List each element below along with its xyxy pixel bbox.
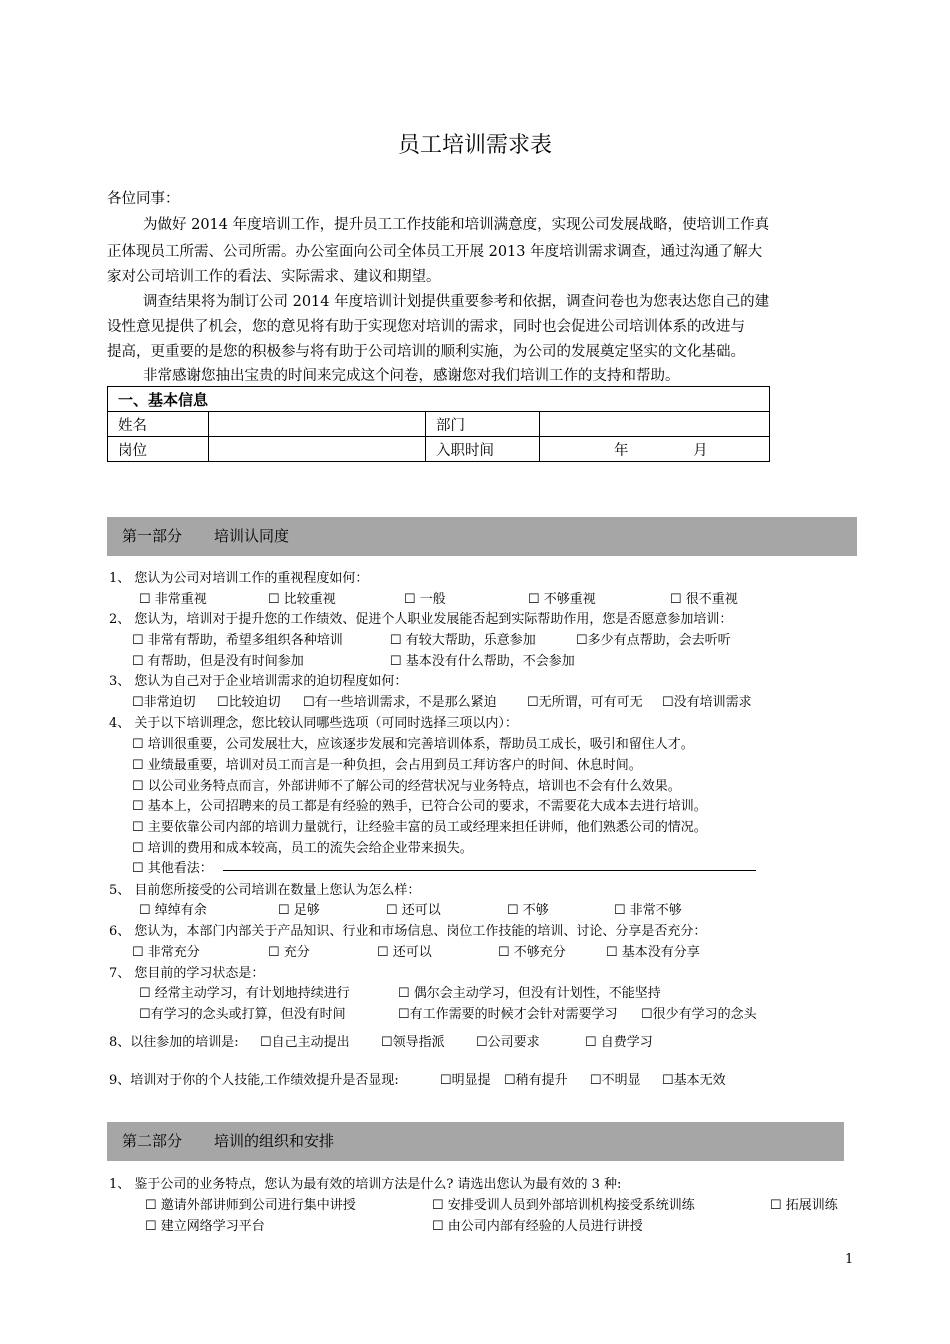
basic-info-table xyxy=(107,386,770,462)
s2q1-option[interactable]: ☐ 拓展训练 xyxy=(770,1198,838,1213)
q4-option[interactable]: ☐ 业绩最重要，培训对员工而言是一种负担，会占用到员工拜访客户的时间、休息时间。 xyxy=(132,758,642,773)
q6-option[interactable]: ☐ 非常充分 xyxy=(132,945,200,960)
q6-option[interactable]: ☐ 还可以 xyxy=(377,945,432,960)
q3-option[interactable]: ☐非常迫切 xyxy=(132,695,196,710)
q3-option[interactable]: ☐无所谓，可有可无 xyxy=(527,695,643,710)
question-2: 2、 您认为，培训对于提升您的工作绩效、促进个人职业发展能否起到实际帮助作用，您是否愿意参加培训： xyxy=(109,612,733,627)
name-field[interactable] xyxy=(209,412,426,437)
s2-question-1: 1、 鉴于公司的业务特点，您认为最有效的培训方法是什么? 请选出您认为最有效的 3 种: xyxy=(109,1177,622,1192)
section-1-label: 第一部分 xyxy=(122,527,183,545)
q8-option[interactable]: ☐ 自费学习 xyxy=(585,1035,653,1050)
q5-option[interactable]: ☐ 还可以 xyxy=(386,903,441,918)
position-label: 岗位 xyxy=(108,437,209,462)
q6-option[interactable]: ☐ 基本没有分享 xyxy=(606,945,700,960)
greeting: 各位同事： xyxy=(107,191,180,207)
q5-option[interactable]: ☐ 不够 xyxy=(507,903,549,918)
s2q1-option[interactable]: ☐ 邀请外部讲师到公司进行集中讲授 xyxy=(145,1198,356,1213)
q9-option[interactable]: ☐基本无效 xyxy=(662,1073,726,1088)
join-date-label: 入职时间 xyxy=(426,437,540,462)
q2-option[interactable]: ☐ 非常有帮助，希望多组织各种培训 xyxy=(132,633,343,648)
q9-option[interactable]: ☐稍有提升 xyxy=(504,1073,568,1088)
section-2-header xyxy=(107,1122,844,1161)
section-1-header xyxy=(107,517,857,556)
join-date-field[interactable] xyxy=(540,437,770,462)
intro-line: 正体现员工所需、公司所需。办公室面向公司全体员工开展 2013 年度培训需求调查，通过沟通了解大 xyxy=(107,244,763,260)
question-4: 4、 关于以下培训理念，您比较认同哪些选项（可同时选择三项以内）： xyxy=(109,716,518,731)
section-2-title: 培训的组织和安排 xyxy=(214,1132,335,1150)
q1-option[interactable]: ☐ 一般 xyxy=(404,592,446,607)
other-opinion-line[interactable] xyxy=(223,870,756,871)
q2-option[interactable]: ☐ 基本没有什么帮助，不会参加 xyxy=(390,654,575,669)
q4-option[interactable]: ☐ 培训很重要，公司发展壮大，应该逐步发展和完善培训体系，帮助员工成长，吸引和留住人才。 xyxy=(132,737,694,752)
intro-line: 家对公司培训工作的看法、实际需求、建议和期望。 xyxy=(107,269,441,285)
q5-option[interactable]: ☐ 足够 xyxy=(278,903,320,918)
question-5: 5、 目前您所接受的公司培训在数量上您认为怎么样： xyxy=(109,883,421,898)
q7-option[interactable]: ☐ 经常主动学习，有计划地持续进行 xyxy=(139,986,350,1001)
q4-option[interactable]: ☐ 基本上，公司招聘来的员工都是有经验的熟手，已符合公司的要求，不需要花大成本去进行培训。 xyxy=(132,799,707,814)
s2q1-option[interactable]: ☐ 由公司内部有经验的人员进行讲授 xyxy=(432,1219,643,1234)
q4-option[interactable]: ☐ 主要依靠公司内部的培训力量就行，让经验丰富的员工或经理来担任讲师，他们熟悉公司的情况。 xyxy=(132,820,707,835)
q5-option[interactable]: ☐ 非常不够 xyxy=(614,903,682,918)
page-number: 1 xyxy=(845,1252,854,1267)
intro-line: 调查结果将为制订公司 2014 年度培训计划提供重要参考和依据，调查问卷也为您表达您自己的建 xyxy=(143,294,770,310)
q8-option[interactable]: ☐公司要求 xyxy=(476,1035,540,1050)
q7-option[interactable]: ☐有工作需要的时候才会针对需要学习 xyxy=(398,1007,618,1022)
q4-option[interactable]: ☐ 培训的费用和成本较高，员工的流失会给企业带来损失。 xyxy=(132,841,473,856)
q1-option[interactable]: ☐ 很不重视 xyxy=(670,592,738,607)
question-8: 8、以往参加的培训是: xyxy=(109,1035,239,1050)
dept-label: 部门 xyxy=(426,412,540,437)
basic-info-header: 一、基本信息 xyxy=(108,387,770,412)
q7-option[interactable]: ☐ 偶尔会主动学习，但没有计划性，不能坚持 xyxy=(398,986,661,1001)
dept-field[interactable] xyxy=(540,412,770,437)
intro-line: 提高，更重要的是您的积极参与将有助于公司培训的顺利实施，为公司的发展奠定坚实的文化基础。 xyxy=(107,344,745,360)
q6-option[interactable]: ☐ 充分 xyxy=(268,945,310,960)
s2q1-option[interactable]: ☐ 建立网络学习平台 xyxy=(145,1219,265,1234)
q9-option[interactable]: ☐不明显 xyxy=(590,1073,641,1088)
name-label: 姓名 xyxy=(108,412,209,437)
q7-option[interactable]: ☐很少有学习的念头 xyxy=(641,1007,757,1022)
q4-option[interactable]: ☐ 以公司业务特点而言，外部讲师不了解公司的经营状况与业务特点，培训也不会有什么效果。 xyxy=(132,779,681,794)
q8-option[interactable]: ☐领导指派 xyxy=(381,1035,445,1050)
intro-line: 非常感谢您抽出宝贵的时间来完成这个问卷，感谢您对我们培训工作的支持和帮助。 xyxy=(143,368,680,384)
q1-option[interactable]: ☐ 非常重视 xyxy=(139,592,207,607)
intro-line: 设性意见提供了机会，您的意见将有助于实现您对培训的需求，同时也会促进公司培训体系的改进与 xyxy=(107,319,745,335)
q7-option[interactable]: ☐有学习的念头或打算，但没有时间 xyxy=(139,1007,346,1022)
section-1-title: 培训认同度 xyxy=(214,527,290,545)
intro-line: 为做好 2014 年度培训工作，提升员工工作技能和培训满意度，实现公司发展战略，使培训工作真 xyxy=(143,217,770,233)
month-label: 月 xyxy=(693,442,708,459)
q5-option[interactable]: ☐ 绰绰有余 xyxy=(139,903,207,918)
q9-option[interactable]: ☐明显提 xyxy=(440,1073,491,1088)
question-3: 3、 您认为自己对于企业培训需求的迫切程度如何： xyxy=(109,674,408,689)
question-1: 1、 您认为公司对培训工作的重视程度如何： xyxy=(109,571,369,586)
q3-option[interactable]: ☐比较迫切 xyxy=(217,695,281,710)
section-2-label: 第二部分 xyxy=(122,1132,183,1150)
question-6: 6、 您认为，本部门内部关于产品知识、行业和市场信息、岗位工作技能的培训、讨论、分享是否充分： xyxy=(109,924,707,939)
q1-option[interactable]: ☐ 比较重视 xyxy=(268,592,336,607)
position-field[interactable] xyxy=(209,437,426,462)
s2q1-option[interactable]: ☐ 安排受训人员到外部培训机构接受系统训练 xyxy=(432,1198,695,1213)
q4-option[interactable]: ☐ 其他看法： xyxy=(132,861,213,876)
q2-option[interactable]: ☐ 有较大帮助，乐意参加 xyxy=(390,633,536,648)
q6-option[interactable]: ☐ 不够充分 xyxy=(498,945,566,960)
question-9: 9、培训对于你的个人技能,工作绩效提升是否显现: xyxy=(109,1073,399,1088)
q8-option[interactable]: ☐自己主动提出 xyxy=(260,1035,350,1050)
question-7: 7、 您目前的学习状态是： xyxy=(109,966,265,981)
q3-option[interactable]: ☐没有培训需求 xyxy=(662,695,752,710)
q3-option[interactable]: ☐有一些培训需求，不是那么紧迫 xyxy=(303,695,497,710)
page-title: 员工培训需求表 xyxy=(397,133,552,158)
q1-option[interactable]: ☐ 不够重视 xyxy=(528,592,596,607)
q2-option[interactable]: ☐ 有帮助，但是没有时间参加 xyxy=(132,654,304,669)
year-label: 年 xyxy=(614,442,629,459)
q2-option[interactable]: ☐多少有点帮助，会去听听 xyxy=(576,633,731,648)
